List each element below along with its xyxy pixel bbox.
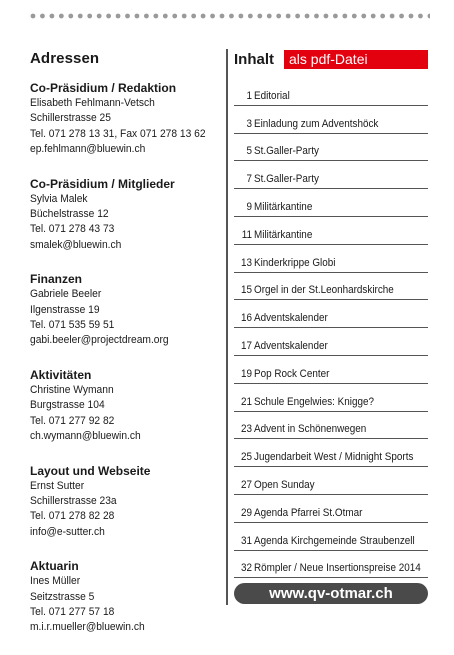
toc-entry-title: Agenda Kirchgemeinde Straubenzell [254,534,415,547]
toc-entry[interactable] [234,161,428,189]
dot [286,14,291,19]
dot [191,14,196,19]
dot [144,14,149,19]
dot [239,14,244,19]
toc-entry[interactable] [234,273,428,301]
dot [68,14,73,19]
toc-entry-title: Adventskalender [254,312,328,325]
address-line: Seitzstrasse 5 [30,590,95,603]
toc-page-number: 17 [240,339,252,352]
addresses-title: Adressen [30,50,100,67]
toc-entry-title: Editorial [254,89,290,102]
address-block [30,559,220,635]
dot [50,14,55,19]
dot [352,14,357,19]
dot [399,14,404,19]
address-block [30,464,220,540]
dot [305,14,310,19]
address-block [30,81,220,157]
toc-entry-title: Schule Engelwies: Knigge? [254,395,374,408]
toc-page-number: 29 [240,506,252,519]
toc-page-number: 3 [246,117,252,130]
dot [31,14,36,19]
address-line: Christine Wymann [30,384,114,397]
toc-entry[interactable] [234,356,428,384]
address-line: Tel. 071 277 92 82 [30,414,115,427]
dot [390,14,395,19]
toc-entry-title: Römpler / Neue Insertionspreise 2014 [254,562,421,575]
toc-entry[interactable] [234,467,428,495]
toc-entry-title: Orgel in der St.Leonhardskirche [254,284,394,297]
address-line: Büchelstrasse 12 [30,207,109,220]
toc-entry-title: Adventskalender [254,339,328,352]
address-line: Elisabeth Fehlmann-Vetsch [30,97,155,109]
contents-header [234,50,428,69]
dot [163,14,168,19]
dot [182,14,187,19]
dot [116,14,121,19]
toc-page-number: 7 [246,173,252,186]
dot [324,14,329,19]
toc-entry[interactable] [234,328,428,356]
toc-entry-title: St.Galler-Party [254,173,319,186]
toc-entry[interactable] [234,134,428,162]
address-line: Burgstrasse 104 [30,399,105,412]
email-link[interactable]: ep.fehlmann@bluewin.ch [30,142,146,155]
toc-page-number: 25 [240,451,252,464]
address-block-title: Aktivitäten [30,368,92,383]
toc-entry-title: Jugendarbeit West / Midnight Sports [254,451,414,464]
dot [78,14,83,19]
email-link[interactable]: gabi.beeler@projectdream.org [30,334,169,347]
dot [361,14,366,19]
address-line: Ines Müller [30,575,81,588]
toc-entry-title: Einladung zum Adventshöck [254,117,379,130]
column-divider [226,49,228,605]
dot [135,14,140,19]
address-line: Ernst Sutter [30,479,85,492]
toc-page-number: 5 [246,145,252,158]
address-block-title: Layout und Webseite [30,463,151,478]
toc-page-number: 31 [240,534,252,547]
dot [125,14,130,19]
toc-page-number: 23 [240,423,252,436]
dot [87,14,92,19]
dot [59,14,64,19]
toc-page-number: 1 [246,89,252,102]
address-block-title: Co-Präsidium / Redaktion [30,81,177,95]
dot [371,14,376,19]
dot [428,14,431,19]
toc-entry[interactable] [234,300,428,328]
dot [210,14,215,19]
toc-entry[interactable] [234,384,428,412]
toc-entry[interactable] [234,412,428,440]
dot [333,14,338,19]
dot [40,14,45,19]
address-block [30,272,220,348]
toc-page-number: 13 [240,256,252,269]
dot [153,14,158,19]
dot [314,14,319,19]
dot [97,14,102,19]
toc-page-number: 16 [240,312,252,325]
address-line: Tel. 071 277 57 18 [30,606,115,619]
dot [295,14,300,19]
toc-page-number: 11 [241,228,252,241]
toc-page-number: 27 [240,478,252,491]
toc-entry[interactable] [234,495,428,523]
toc-page-number: 21 [240,395,252,408]
toc-entry[interactable] [234,106,428,134]
address-line: Tel. 071 278 13 31, Fax 071 278 13 62 [30,127,206,140]
table-of-contents [234,78,428,578]
toc-entry-title: Open Sunday [254,478,315,491]
toc-entry-title: St.Galler-Party [254,145,319,158]
contents-title: Inhalt [234,51,274,68]
pdf-link[interactable]: als pdf-Datei [284,50,428,69]
address-line: Tel. 071 535 59 51 [30,318,115,331]
address-block [30,177,220,253]
toc-entry[interactable] [234,189,428,217]
address-line: Ilgenstrasse 19 [30,303,100,316]
dot [248,14,253,19]
dot [229,14,234,19]
address-line: Tel. 071 278 82 28 [30,510,115,523]
address-line: Gabriele Beeler [30,288,102,301]
toc-entry[interactable] [234,217,428,245]
toc-entry[interactable] [234,523,428,551]
toc-entry[interactable] [234,78,428,106]
address-line: Schillerstrasse 23a [30,495,117,508]
dot [418,14,423,19]
address-line: Sylvia Malek [30,192,88,205]
toc-entry-title: Pop Rock Center [254,367,330,380]
toc-entry[interactable] [234,551,428,579]
address-block-title: Co-Präsidium / Mitglieder [30,176,175,191]
email-link[interactable]: m.i.r.mueller@bluewin.ch [30,621,145,634]
address-line: Tel. 071 278 43 73 [30,223,115,236]
toc-entry-title: Militärkantine [254,200,313,213]
dot [267,14,272,19]
toc-page-number: 32 [240,562,252,575]
dot [201,14,206,19]
addresses-column [30,50,220,655]
dot [276,14,281,19]
dot [342,14,347,19]
toc-page-number: 9 [246,200,252,213]
toc-entry-title: Militärkantine [254,228,313,241]
address-line: Schillerstrasse 25 [30,112,111,125]
toc-entry-title: Agenda Pfarrei St.Otmar [254,506,363,519]
toc-page-number: 15 [240,284,252,297]
dot [106,14,111,19]
toc-entry-title: Kinderkrippe Globi [254,256,336,269]
dot [172,14,177,19]
toc-entry[interactable] [234,245,428,273]
address-block [30,368,220,444]
email-link[interactable]: smalek@bluewin.ch [30,238,122,251]
dot [220,14,225,19]
contents-column [234,50,428,575]
dot [409,14,414,19]
website-link[interactable]: www.qv-otmar.ch [234,583,428,604]
address-block-title: Finanzen [30,272,83,287]
dot [380,14,385,19]
toc-entry[interactable] [234,439,428,467]
dot [257,14,262,19]
toc-entry-title: Advent in Schönenwegen [254,423,367,436]
email-link[interactable]: ch.wymann@bluewin.ch [30,429,141,442]
toc-page-number: 19 [240,367,252,380]
email-link[interactable]: info@e-sutter.ch [30,525,105,538]
address-block-title: Aktuarin [30,559,79,574]
dotted-divider-top [30,13,430,19]
